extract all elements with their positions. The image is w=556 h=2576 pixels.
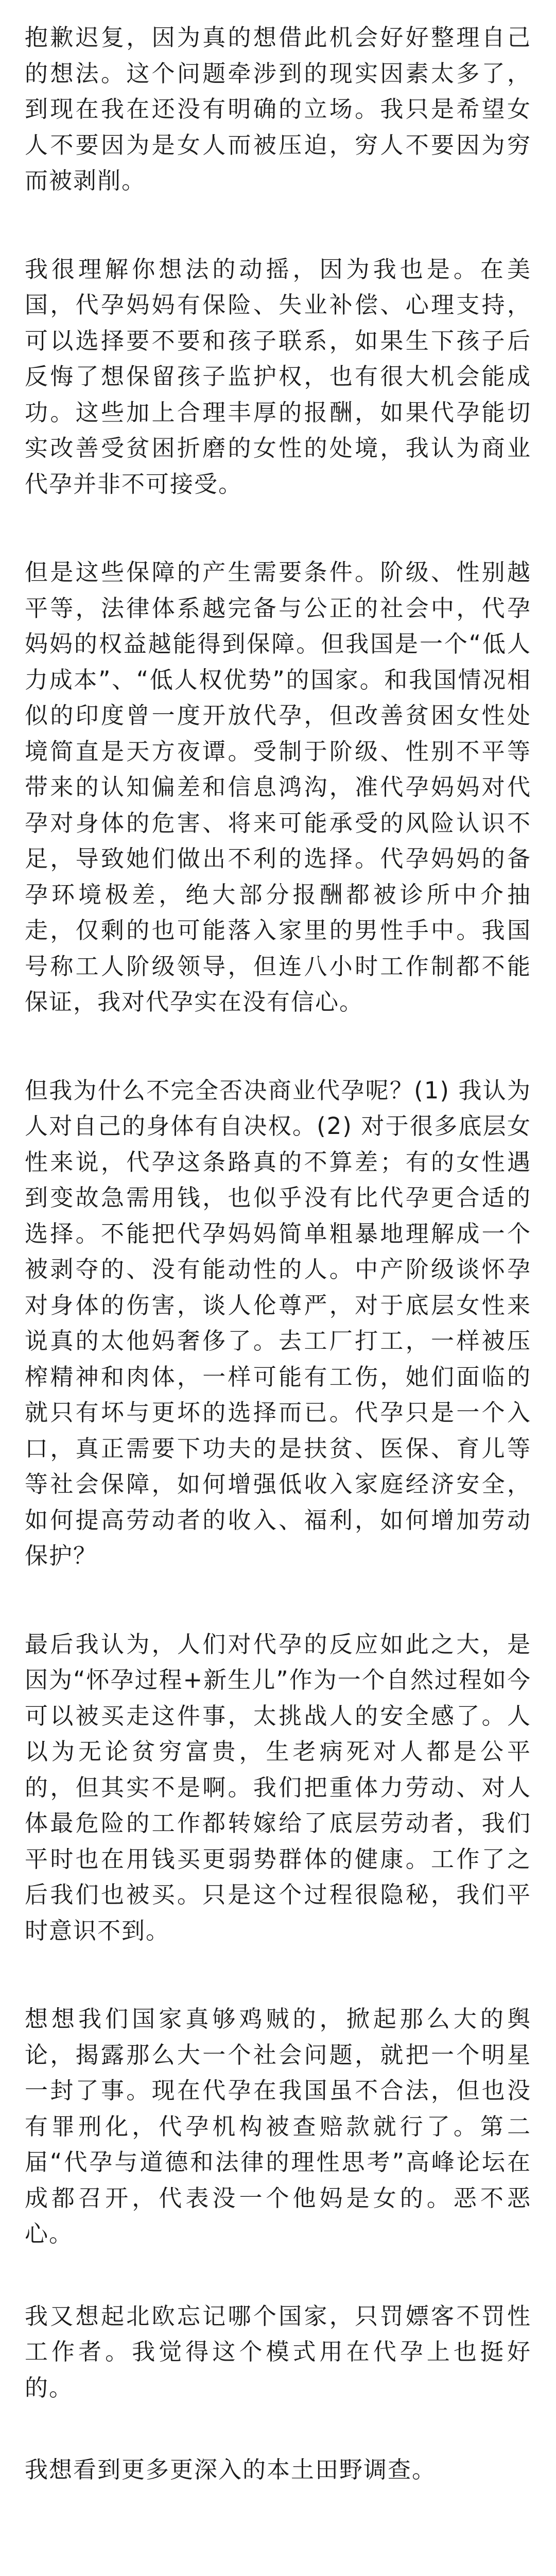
paragraph-us-surrogacy: 我很理解你想法的动摇，因为我也是。在美国，代孕妈妈有保险、失业补偿、心理支持，可以选择要不要和孩子联系，如果生下孩子后反悔了想保留孩子监护权，也有很大机会能成功。这些加上合理丰厚的报酬，如果代孕能切实改善受贫困折磨的女性的处境，我认为商业代孕并非不可接受。 bbox=[25, 255, 531, 498]
paragraph-apology: 抱歉迟复，因为真的想借此机会好好整理自己的想法。这个问题牵涉到的现实因素太多了，到现在我在还没有明确的立场。我只是希望女人不要因为是女人而被压迫，穷人不要因为穷而被剥削。 bbox=[25, 24, 531, 194]
paragraph-field-research: 我想看到更多更深入的本土田野调查。 bbox=[25, 2456, 437, 2483]
paragraph-spacer bbox=[25, 2405, 531, 2452]
paragraph-spacer bbox=[25, 1574, 531, 1626]
paragraph-conditions: 但是这些保障的产生需要条件。阶级、性别越平等，法律体系越完备与公正的社会中，代孕妈妈的权益越能得到保障。但我国是一个“低人力成本”、“低人权优势”的国家。和我国情况相似的印度曾一度开放代孕，但改善贫困女性处境简直是天方夜谭。受制于阶级、性别不平等带来的认知偏差和信息鸿沟，准代孕妈妈对代孕对身体的危害、将来可能承受的风险认识不足，导致她们做出不利的选择。代孕妈妈的备孕环境极差，绝大部分报酬都被诊所中介抽走，仅剩的也可能落入家里的男性手中。我国号称工人阶级领导，但连八小时工作制都不能保证，我对代孕实在没有信心。 bbox=[25, 558, 531, 1015]
paragraph-spacer bbox=[25, 502, 531, 554]
paragraph-spacer bbox=[25, 1948, 531, 2001]
paragraph-nordic-model: 我又想起北欧忘记哪个国家，只罚嫖客不罚性工作者。我觉得这个模式用在代孕上也挺好的。 bbox=[25, 2302, 531, 2401]
paragraph-reaction: 最后我认为，人们对代孕的反应如此之大，是因为“怀孕过程+新生儿”作为一个自然过程如今可以被买走这件事，太挑战人的安全感了。人以为无论贫穷富贵，生老病死对人都是公平的，但其实不是啊。我们把重体力劳动、对人体最危险的工作都转嫁给了底层劳动者，我们平时也在用钱买更弱势群体的健康。工作了之后我们也被买。只是这个过程很隐秘，我们平时意识不到。 bbox=[25, 1630, 531, 1944]
paragraph-spacer bbox=[25, 2252, 531, 2298]
paragraph-country: 想想我们国家真够鸡贼的，掀起那么大的舆论，揭露那么大一个社会问题，就把一个明星一封了事。现在代孕在我国虽不合法，但也没有罪刑化，代孕机构被查赔款就行了。第二届“代孕与道德和法律的理性思考”高峰论坛在成都召开，代表没一个他妈是女的。恶不恶心。 bbox=[25, 2005, 531, 2247]
paragraph-spacer bbox=[25, 1020, 531, 1073]
paragraph-spacer bbox=[25, 199, 531, 251]
paragraph-why-not-reject: 但我为什么不完全否决商业代孕呢？(1) 我认为人对自己的身体有自决权。(2) 对于很多底层女性来说，代孕这条路真的不算差；有的女性遇到变故急需用钱，也似乎没有比代孕更合适的选择。不能把代孕妈妈简单粗暴地理解成一个被剥夺的、没有能动性的人。中产阶级谈怀孕对身体的伤害，谈人伦尊严，对于底层女性来说真的太他妈奢侈了。去工厂打工，一样被压榨精神和肉体，一样可能有工伤，她们面临的就只有坏与更坏的选择而已。代孕只是一个入口，真正需要下功夫的是扶贫、医保、育儿等等社会保障，如何增强低收入家庭经济安全，如何提高劳动者的收入、福利，如何增加劳动保护？ bbox=[25, 1076, 531, 1569]
